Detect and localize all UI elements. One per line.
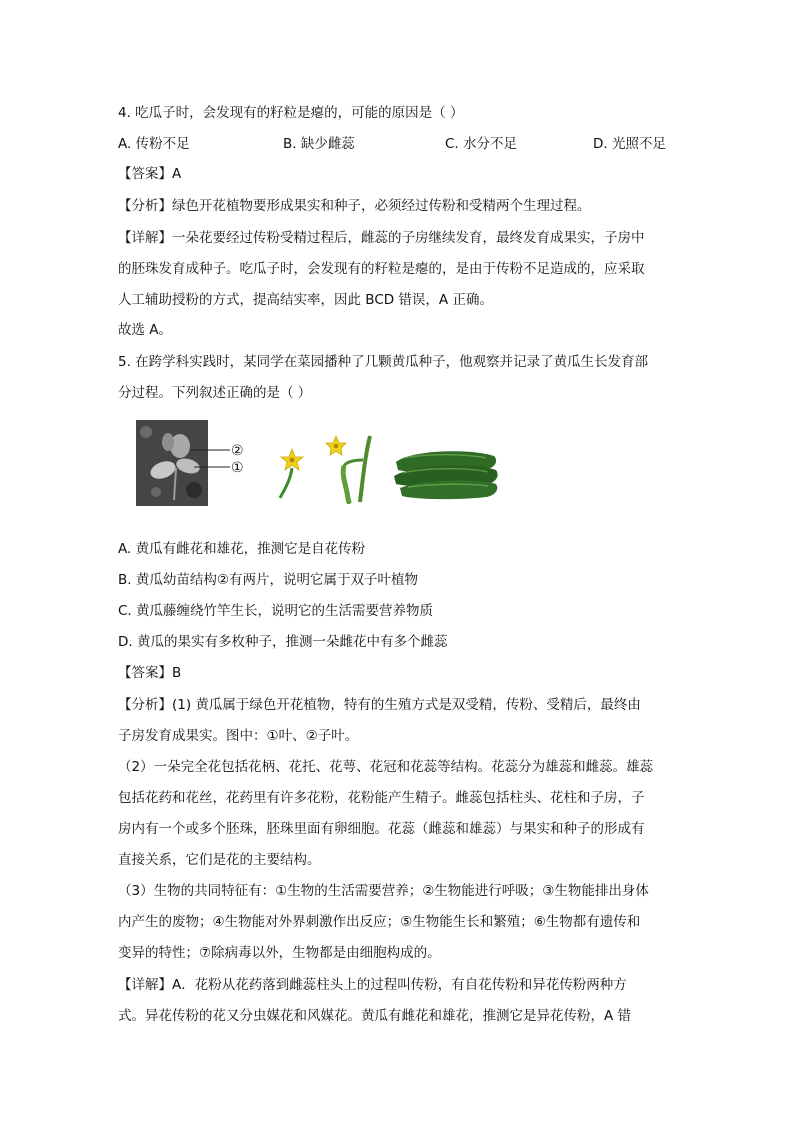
seedling-photo (136, 420, 248, 506)
q5-analysis-line: 房内有一个或多个胚珠，胚珠里面有卵细胞。花蕊（雌蕊和雄蕊）与果实和种子的形成有 (118, 821, 645, 837)
cucumber-fruits (390, 444, 502, 500)
label-1: ① (231, 460, 244, 476)
q5-analysis-line: （2）一朵完全花包括花柄、花托、花萼、花冠和花蕊等结构。花蕊分为雄蕊和雌蕊。雄蕊 (118, 759, 654, 775)
q5-analysis-line: （3）生物的共同特征有：①生物的生活需要营养；②生物能进行呼吸；③生物能排出身体 (118, 883, 649, 899)
q4-detail-line: 人工辅助授粉的方式，提高结实率，因此 BCD 错误，A 正确。 (118, 292, 493, 308)
q4-stem: 4. 吃瓜子时，会发现有的籽粒是瘪的，可能的原因是（ ） (118, 105, 464, 121)
q5-analysis-line: 变异的特性；⑦除病毒以外，生物都是由细胞构成的。 (118, 945, 441, 961)
q4-analysis: 【分析】绿色开花植物要形成果实和种子，必须经过传粉和受精两个生理过程。 (118, 198, 591, 214)
q4-detail-line: 【详解】一朵花要经过传粉受精过程后，雌蕊的子房继续发育，最终发育成果实，子房中 (118, 230, 645, 246)
label-2: ② (231, 443, 244, 459)
q5-analysis-line: 直接关系，它们是花的主要结构。 (118, 852, 321, 868)
q5-option-a: A. 黄瓜有雌花和雄花，推测它是自花传粉 (118, 541, 366, 557)
q4-option-d: D. 光照不足 (593, 136, 666, 152)
q5-option-b: B. 黄瓜幼苗结构②有两片，说明它属于双子叶植物 (118, 572, 418, 588)
q5-option-d: D. 黄瓜的果实有多枚种子，推测一朵雌花中有多个雌蕊 (118, 634, 448, 650)
q5-analysis-line: 子房发育成果实。图中：①叶、②子叶。 (118, 728, 359, 744)
q5-detail-line: 【详解】A．花粉从花药落到雌蕊柱头上的过程叫传粉，有自花传粉和异花传粉两种方 (118, 977, 627, 993)
q4-conclusion: 故选 A。 (118, 322, 173, 338)
q4-answer: 【答案】A (118, 166, 182, 182)
q5-figure-group (136, 420, 516, 510)
q5-analysis-line: 内产生的废物；④生物能对外界刺激作出反应；⑤生物能生长和繁殖；⑥生物都有遗传和 (118, 914, 641, 930)
q4-option-c: C. 水分不足 (445, 136, 518, 152)
cucumber-flowers (274, 432, 380, 504)
q4-option-b: B. 缺少雌蕊 (283, 136, 355, 152)
q5-detail-line: 式。异花传粉的花又分虫媒花和风媒花。黄瓜有雌花和雄花，推测它是异花传粉，A 错 (118, 1008, 632, 1024)
q5-stem-line: 分过程。下列叙述正确的是（ ） (118, 385, 312, 401)
q5-analysis-line: 【分析】(1) 黄瓜属于绿色开花植物，特有的生殖方式是双受精，传粉、受精后，最终由 (118, 697, 641, 713)
q5-option-c: C. 黄瓜藤缠绕竹竿生长，说明它的生活需要营养物质 (118, 603, 434, 619)
q5-stem-line: 5. 在跨学科实践时，某同学在菜园播种了几颗黄瓜种子，他观察并记录了黄瓜生长发育部 (118, 354, 649, 370)
q4-detail-line: 的胚珠发育成种子。吃瓜子时，会发现有的籽粒是瘪的，是由于传粉不足造成的，应采取 (118, 261, 645, 277)
q5-answer: 【答案】B (118, 665, 182, 681)
q5-analysis-line: 包括花药和花丝，花药里有许多花粉，花粉能产生精子。雌蕊包括柱头、花柱和子房，子 (118, 790, 645, 806)
q4-option-a: A. 传粉不足 (118, 136, 190, 152)
